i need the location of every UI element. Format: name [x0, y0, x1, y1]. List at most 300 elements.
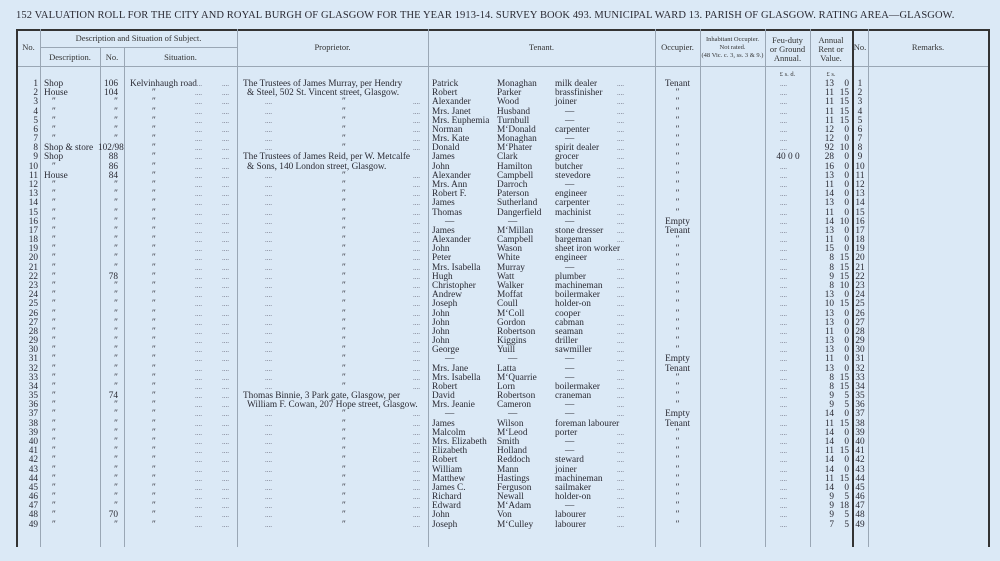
row-number: 47 [28, 501, 38, 512]
leader-dots: .... [195, 447, 202, 456]
leader-dots: .... [265, 245, 272, 254]
proprietor: ″ [342, 381, 346, 392]
row-number: 45 [28, 482, 38, 493]
subject-number: 70 [108, 510, 118, 521]
proprietor: ″ [342, 280, 346, 291]
table-row [0, 98, 1000, 107]
proprietor: ″ [342, 106, 346, 117]
situation: ″ [152, 354, 156, 365]
situation: ″ [152, 189, 156, 200]
leader-dots: .... [265, 199, 272, 208]
rent-pounds: 11 [825, 473, 834, 484]
situation: ″ [152, 235, 156, 246]
rent-shillings: 0 [844, 464, 849, 475]
header-inhabitant-line: Inhabitant Occupier. [705, 36, 760, 43]
leader-dots: .... [265, 272, 272, 281]
tenant-occupation: engineer [555, 253, 588, 264]
tenant-surname: Kiggins [497, 336, 527, 347]
leader-dots: .... [222, 327, 229, 336]
tenant-surname: Smith [497, 437, 520, 448]
occupier: ″ [675, 437, 680, 448]
row-number: 49 [28, 519, 38, 530]
situation: ″ [152, 519, 156, 530]
tenant-surname: Darroch [497, 179, 528, 190]
subject-number: ″ [114, 189, 118, 200]
description: ″ [52, 336, 56, 347]
proprietor: ″ [342, 235, 346, 246]
leader-dots: .... [195, 171, 202, 180]
leader-dots: .... [222, 272, 229, 281]
rent-shillings: 5 [844, 391, 849, 402]
leader-dots: .... [617, 438, 624, 447]
tenant-first-name: Mrs. Jeanie [432, 400, 475, 411]
tenant-surname: Watt [497, 271, 515, 282]
leader-dots: .... [222, 410, 229, 419]
tenant-occupation: labourer [555, 519, 586, 530]
tenant-surname: Wason [497, 244, 523, 255]
description: ″ [52, 124, 56, 135]
tenant-surname: Cameron [497, 400, 532, 411]
tenant-surname: Monaghan [497, 134, 537, 145]
feu-duty: .... [780, 410, 787, 419]
leader-dots: .... [195, 217, 202, 226]
leader-dots: .... [265, 346, 272, 355]
leader-dots: .... [265, 428, 272, 437]
row-number: 9 [33, 152, 38, 163]
header-annual-rent [810, 36, 852, 63]
occupier: ″ [675, 244, 680, 255]
leader-dots: .... [222, 520, 229, 529]
rent-pounds: 8 [829, 381, 834, 392]
top-rule [17, 29, 990, 31]
subject-number: ″ [114, 326, 118, 337]
proprietor: ″ [342, 97, 346, 108]
rent-pounds: 8 [829, 253, 834, 264]
leader-dots: .... [413, 465, 420, 474]
leader-dots: .... [413, 180, 420, 189]
tenant-occupation: — [565, 115, 575, 126]
tenant-first-name: Robert [432, 455, 458, 466]
leader-dots: .... [265, 447, 272, 456]
row-number: 20 [28, 253, 38, 264]
description: Shop [44, 79, 64, 89]
occupier: ″ [675, 179, 680, 190]
leader-dots: .... [413, 474, 420, 483]
subject-number: ″ [114, 179, 118, 190]
feu-duty: .... [780, 520, 787, 529]
tenant-surname: White [497, 253, 520, 264]
leader-dots: .... [413, 254, 420, 263]
proprietor: ″ [342, 207, 346, 218]
leader-dots: .... [195, 410, 202, 419]
row-number: 1 [33, 79, 38, 89]
occupier: ″ [675, 427, 680, 438]
leader-dots: .... [617, 428, 624, 437]
row-number-right: 34 [855, 381, 865, 392]
leader-dots: .... [222, 107, 229, 116]
leader-dots: .... [195, 520, 202, 529]
subject-number: ″ [114, 115, 118, 126]
leader-dots: .... [195, 236, 202, 245]
description: ″ [52, 363, 56, 374]
leader-dots: .... [222, 245, 229, 254]
leader-dots: .... [222, 346, 229, 355]
leader-dots: .... [413, 144, 420, 153]
rent-shillings: 15 [839, 271, 849, 282]
rent-pounds: 11 [825, 418, 834, 429]
feu-duty: .... [780, 144, 787, 153]
rent-pounds: 13 [824, 336, 834, 347]
occupier: Tenant [664, 363, 691, 374]
row-number: 6 [33, 124, 38, 135]
row-number: 16 [28, 216, 38, 227]
proprietor: ″ [342, 409, 346, 420]
row-number: 33 [28, 372, 38, 383]
feu-duty: .... [780, 300, 787, 309]
row-number-right: 27 [855, 317, 865, 328]
occupier: ″ [675, 134, 680, 145]
rent-pounds: 8 [829, 262, 834, 273]
leader-dots: .... [265, 300, 272, 309]
tenant-surname: M‘Donald [497, 124, 536, 135]
leader-dots: .... [265, 337, 272, 346]
description: ″ [52, 216, 56, 227]
tenant-surname: M‘Culley [497, 519, 534, 530]
row-number: 15 [28, 207, 38, 218]
tenant-first-name: — [445, 409, 455, 420]
situation: ″ [152, 372, 156, 383]
tenant-first-name: William [432, 464, 463, 475]
leader-dots: .... [413, 382, 420, 391]
subject-number: ″ [114, 124, 118, 135]
rent-shillings: 0 [844, 308, 849, 319]
tenant-surname: Monaghan [497, 79, 537, 89]
tenant-occupation: grocer [555, 152, 579, 163]
row-number: 44 [28, 473, 38, 484]
leader-dots: .... [617, 89, 624, 98]
rent-shillings: 0 [844, 134, 849, 145]
proprietor: ″ [342, 336, 346, 347]
leader-dots: .... [195, 364, 202, 373]
occupier: ″ [675, 97, 680, 108]
description: ″ [52, 455, 56, 466]
leader-dots: .... [413, 116, 420, 125]
row-number-right: 12 [855, 179, 865, 190]
occupier: ″ [675, 106, 680, 117]
header-rent-line: Value. [820, 53, 842, 63]
tenant-occupation: — [565, 354, 575, 365]
situation: ″ [152, 115, 156, 126]
rent-shillings: 15 [839, 372, 849, 383]
leader-dots: .... [195, 483, 202, 492]
leader-dots: .... [222, 208, 229, 217]
tenant-surname: Newall [497, 492, 524, 503]
rent-pounds: 13 [824, 198, 834, 209]
feu-duty: .... [780, 502, 787, 511]
leader-dots: .... [222, 135, 229, 144]
leader-dots: .... [222, 511, 229, 520]
leader-dots: .... [195, 392, 202, 401]
feu-duty: .... [780, 346, 787, 355]
rent-shillings: 15 [839, 418, 849, 429]
leader-dots: .... [265, 98, 272, 107]
leader-dots: .... [265, 438, 272, 447]
tenant-occupation: seaman [555, 326, 583, 337]
subject-number: ″ [114, 464, 118, 475]
leader-dots: .... [265, 107, 272, 116]
leader-dots: .... [617, 291, 624, 300]
row-number-right: 44 [855, 473, 865, 484]
subject-number: ″ [114, 262, 118, 273]
rent-pounds: 7 [829, 519, 834, 530]
leader-dots: .... [195, 401, 202, 410]
leader-dots: .... [617, 373, 624, 382]
row-number-right: 6 [857, 124, 863, 135]
tenant-surname: M‘Adam [497, 501, 532, 512]
tenant-first-name: — [445, 216, 455, 227]
feu-duty: .... [780, 162, 787, 171]
leader-dots: .... [222, 153, 229, 162]
row-number-right: 49 [855, 519, 865, 530]
description: ″ [52, 271, 56, 282]
tenant-occupation: — [565, 372, 575, 383]
tenant-first-name: Alexander [432, 170, 471, 181]
row-number: 18 [28, 235, 38, 246]
leader-dots: .... [222, 291, 229, 300]
tenant-surname: Von [497, 510, 512, 521]
leader-dots: .... [413, 245, 420, 254]
subject-number: ″ [114, 134, 118, 145]
description: ″ [52, 464, 56, 475]
rent-shillings: 0 [844, 354, 849, 365]
row-number-right: 32 [855, 363, 865, 374]
row-number: 11 [29, 170, 38, 181]
description: ″ [52, 198, 56, 209]
header-feu-line: Feu-duty [772, 35, 803, 45]
rent-pounds: 11 [825, 97, 834, 108]
leader-dots: .... [617, 199, 624, 208]
tenant-occupation: machineman [555, 280, 603, 291]
tenant-first-name: Patrick [432, 79, 459, 89]
tenant-surname: M‘Leod [497, 427, 528, 438]
feu-duty: .... [780, 327, 787, 336]
tenant-occupation: — [565, 501, 575, 512]
row-number: 39 [28, 427, 38, 438]
header-situation: Situation. [164, 52, 197, 62]
tenant-first-name: Edward [432, 501, 461, 512]
leader-dots: .... [265, 291, 272, 300]
row-number: 48 [28, 510, 38, 521]
leader-dots: .... [265, 171, 272, 180]
subject-number: ″ [114, 427, 118, 438]
row-number: 28 [28, 326, 38, 337]
situation: ″ [152, 161, 156, 172]
description: ″ [52, 308, 56, 319]
feu-duty: .... [780, 190, 787, 199]
occupier: ″ [675, 326, 680, 337]
tenant-first-name: John [432, 308, 450, 319]
rent-pounds: 14 [824, 216, 834, 227]
occupier: ″ [675, 482, 680, 493]
leader-dots: .... [617, 355, 624, 364]
situation: ″ [152, 198, 156, 209]
situation: ″ [152, 308, 156, 319]
row-number-right: 28 [855, 326, 865, 337]
rent-shillings: 15 [839, 253, 849, 264]
tenant-occupation: holder-on [555, 299, 591, 310]
feu-duty: .... [780, 309, 787, 318]
situation: ″ [152, 345, 156, 356]
row-number: 7 [33, 134, 38, 145]
tenant-occupation: holder-on [555, 492, 591, 503]
tenant-occupation: — [565, 134, 575, 145]
subject-number: ″ [114, 198, 118, 209]
situation: ″ [152, 134, 156, 145]
subject-number: ″ [114, 363, 118, 374]
rent-pounds: 8 [829, 280, 834, 291]
occupier: ″ [675, 473, 680, 484]
feu-duty: .... [780, 180, 787, 189]
proprietor: ″ [342, 198, 346, 209]
tenant-surname: Campbell [497, 235, 534, 246]
description: ″ [52, 235, 56, 246]
leader-dots: .... [195, 89, 202, 98]
leader-dots: .... [617, 474, 624, 483]
leader-dots: .... [413, 190, 420, 199]
tenant-first-name: Mrs. Ann [432, 179, 468, 190]
situation: ″ [152, 143, 156, 154]
leader-dots: .... [195, 245, 202, 254]
leader-dots: .... [195, 318, 202, 327]
row-number: 41 [28, 446, 38, 457]
row-number-right: 18 [855, 235, 865, 246]
leader-dots: .... [222, 199, 229, 208]
leader-dots: .... [195, 511, 202, 520]
rent-shillings: 15 [839, 446, 849, 457]
leader-dots: .... [265, 180, 272, 189]
row-number: 21 [28, 262, 38, 273]
subject-number: ″ [114, 473, 118, 484]
tenant-first-name: Joseph [432, 519, 458, 530]
header-inhabitant-line: Not rated. [719, 44, 746, 51]
leader-dots: .... [413, 483, 420, 492]
proprietor: The Trustees of James Murray, per Hendry [243, 79, 403, 89]
rent-pounds: 11 [825, 354, 834, 365]
tenant-surname: Sutherland [497, 198, 538, 209]
leader-dots: .... [617, 162, 624, 171]
row-number: 5 [33, 115, 38, 126]
tenant-occupation: plumber [555, 271, 586, 282]
leader-dots: .... [222, 236, 229, 245]
leader-dots: .... [413, 327, 420, 336]
leader-dots: .... [195, 190, 202, 199]
occupier: ″ [675, 235, 680, 246]
rent-shillings: 0 [844, 170, 849, 181]
leader-dots: .... [265, 208, 272, 217]
occupier: ″ [675, 170, 680, 181]
table-row [0, 521, 1000, 530]
leader-dots: .... [222, 493, 229, 502]
feu-duty: .... [780, 98, 787, 107]
row-number-right: 30 [855, 345, 865, 356]
leader-dots: .... [617, 364, 624, 373]
row-number: 23 [28, 280, 38, 291]
occupier: ″ [675, 271, 680, 282]
header-feu-line: or Ground [769, 44, 806, 54]
leader-dots: .... [222, 438, 229, 447]
row-number: 13 [28, 189, 38, 200]
leader-dots: .... [222, 281, 229, 290]
situation: ″ [152, 418, 156, 429]
leader-dots: .... [413, 520, 420, 529]
rent-pounds: 9 [829, 391, 834, 402]
rent-shillings: 5 [844, 510, 849, 521]
tenant-first-name: Mrs. Janet [432, 106, 471, 117]
leader-dots: .... [617, 116, 624, 125]
rent-shillings: 0 [844, 235, 849, 246]
situation: ″ [152, 262, 156, 273]
row-number: 29 [28, 336, 38, 347]
rent-shillings: 0 [844, 79, 849, 89]
rent-shillings: 0 [844, 152, 849, 163]
occupier: Empty [665, 216, 690, 227]
feu-duty: .... [780, 318, 787, 327]
rent-shillings: 15 [839, 299, 849, 310]
tenant-first-name: Mrs. Euphemia [432, 115, 490, 126]
row-number-right: 5 [857, 115, 863, 126]
leader-dots: .... [617, 511, 624, 520]
rent-shillings: 10 [839, 216, 849, 227]
feu-duty: .... [780, 107, 787, 116]
leader-dots: .... [222, 98, 229, 107]
leader-dots: .... [265, 511, 272, 520]
tenant-occupation: — [565, 179, 575, 190]
proprietor: ″ [342, 455, 346, 466]
leader-dots: .... [195, 116, 202, 125]
tenant-first-name: Robert F. [432, 189, 467, 200]
leader-dots: .... [617, 263, 624, 272]
description: ″ [52, 179, 56, 190]
tenant-occupation: sawmiller [555, 345, 592, 356]
tenant-occupation: foreman labourer [555, 418, 620, 429]
situation: ″ [152, 482, 156, 493]
rent-shillings: 0 [844, 317, 849, 328]
leader-dots: .... [413, 428, 420, 437]
proprietor: ″ [342, 363, 346, 374]
rent-pounds: 9 [829, 271, 834, 282]
leader-dots: .... [617, 190, 624, 199]
tenant-surname: — [508, 216, 518, 227]
feu-duty: .... [780, 199, 787, 208]
proprietor: ″ [342, 519, 346, 530]
leader-dots: .... [222, 180, 229, 189]
proprietor: ″ [342, 473, 346, 484]
proprietor: & Steel, 502 St. Vincent street, Glasgow. [247, 88, 400, 99]
page-title: 152 VALUATION ROLL FOR THE CITY AND ROYAL BURGH OF GLASGOW FOR THE YEAR 1913-14. SURVEY BOOK 493. MUNICIPAL WARD 13. PARISH OF GLASGOW. RATING AREA—GLASGOW. [16, 10, 955, 21]
situation: ″ [152, 88, 156, 99]
leader-dots: .... [265, 373, 272, 382]
rent-shillings: 15 [839, 106, 849, 117]
row-number: 19 [28, 244, 38, 255]
tenant-occupation: engineer [555, 189, 588, 200]
situation: ″ [152, 317, 156, 328]
leader-dots: .... [413, 272, 420, 281]
leader-dots: .... [265, 327, 272, 336]
rent-shillings: 0 [844, 482, 849, 493]
rent-shillings: 10 [839, 280, 849, 291]
occupier: Empty [665, 409, 690, 420]
rent-pounds: 11 [825, 446, 834, 457]
